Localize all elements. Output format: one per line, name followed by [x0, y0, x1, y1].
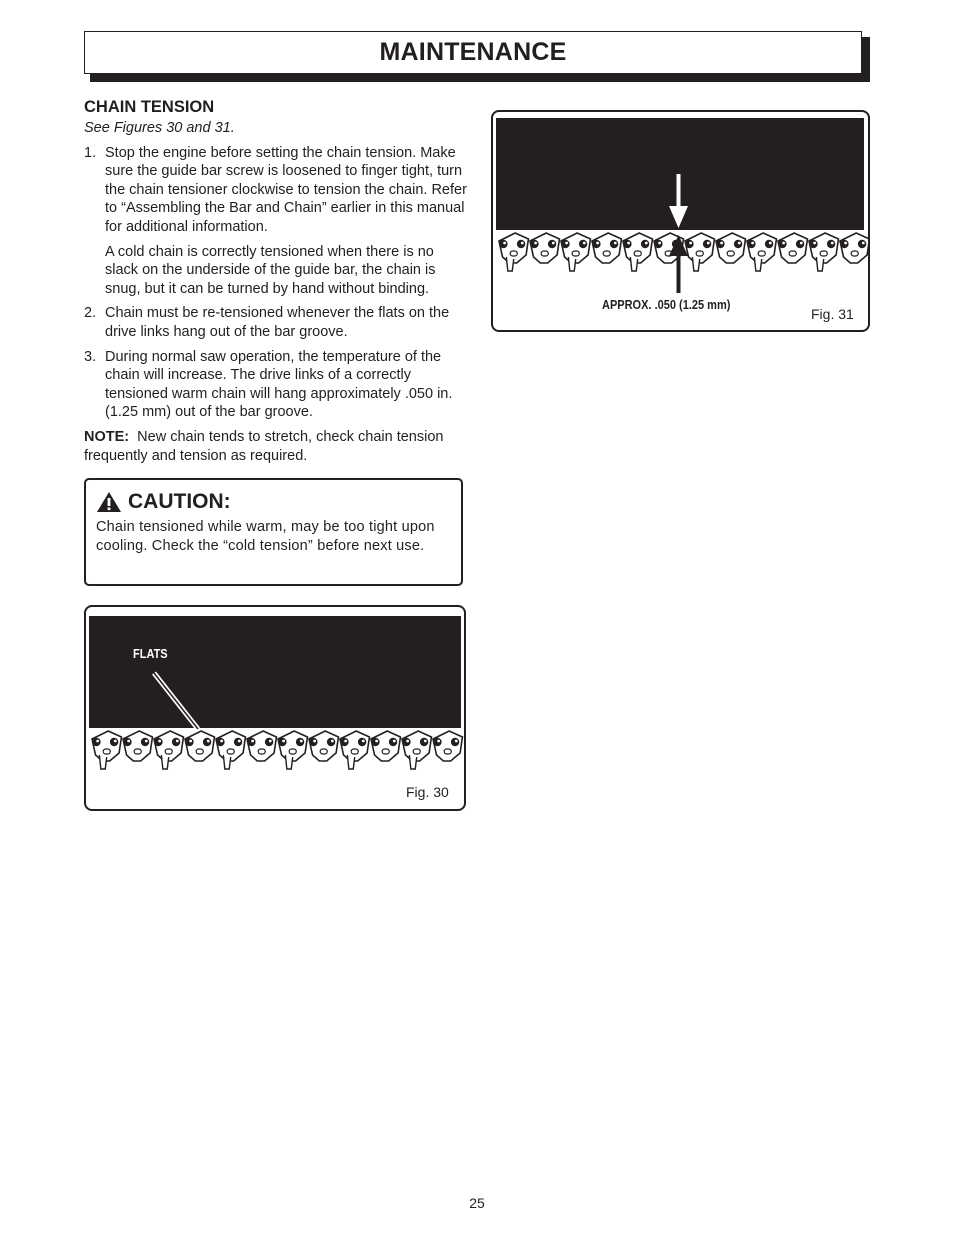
chain-rivet-highlight: [645, 242, 648, 245]
section-title: CHAIN TENSION: [84, 98, 215, 116]
chain-rivet: [499, 240, 507, 248]
chain-rivet: [548, 240, 556, 248]
chain-rivet-highlight: [207, 740, 210, 743]
drive-link-tang: [161, 755, 168, 769]
drive-link-tang: [506, 257, 513, 271]
saw-chain: [92, 731, 462, 769]
caution-text: Chain tensioned while warm, may be too tight upon cooling. Check the “cold tension” before next use.: [96, 519, 435, 554]
chain-rivet: [420, 738, 428, 746]
chain-link-slot: [634, 251, 641, 256]
chain-tension-section: [84, 97, 468, 465]
chain-rivet-highlight: [238, 740, 241, 743]
chain-rivet-highlight: [455, 740, 458, 743]
chain-rivet: [716, 240, 724, 248]
chain-rivet: [154, 738, 162, 746]
drive-link-tang: [568, 257, 575, 271]
drive-link-tang: [409, 755, 416, 769]
chain-rivet: [172, 738, 180, 746]
chain-rivet: [517, 240, 525, 248]
drive-link-tang: [754, 257, 761, 271]
chain-link-slot: [510, 251, 517, 256]
chain-rivet-highlight: [782, 242, 785, 245]
chain-rivet: [141, 738, 149, 746]
chain-rivet-highlight: [96, 740, 99, 743]
page-title: MAINTENANCE: [379, 38, 567, 66]
chain-rivet-highlight: [437, 740, 440, 743]
chain-rivet: [278, 738, 286, 746]
chain-rivet: [265, 738, 273, 746]
chain-rivet: [778, 240, 786, 248]
chain-rivet: [641, 240, 649, 248]
chain-rivet-highlight: [393, 740, 396, 743]
chain-rivet-highlight: [534, 242, 537, 245]
chain-rivet-highlight: [751, 242, 754, 245]
step-number: 2.: [84, 305, 97, 322]
step-3: [84, 348, 468, 422]
chain-rivet: [765, 240, 773, 248]
chain-link-slot: [820, 251, 827, 256]
chain-rivet-highlight: [300, 740, 303, 743]
chain-rivet: [592, 240, 600, 248]
chain-rivet-highlight: [344, 740, 347, 743]
chain-rivet: [703, 240, 711, 248]
page-number: 25: [469, 1195, 485, 1211]
figure-30-label: Fig. 30: [406, 784, 449, 800]
chain-rivet: [92, 738, 100, 746]
chain-rivet: [247, 738, 255, 746]
figure-31-label: Fig. 31: [811, 306, 854, 322]
chain-rivet-highlight: [720, 242, 723, 245]
chain-rivet-highlight: [689, 242, 692, 245]
drive-link-tang: [347, 755, 354, 769]
chain-link-slot: [727, 251, 734, 256]
chain-rivet: [123, 738, 131, 746]
chain-link-slot: [572, 251, 579, 256]
tension-arrow-down-shaft: [677, 174, 681, 208]
chain-rivet: [296, 738, 304, 746]
chain-rivet: [654, 240, 662, 248]
chain-rivet: [433, 738, 441, 746]
chain-rivet-highlight: [862, 242, 865, 245]
chain-rivet-highlight: [313, 740, 316, 743]
note-text: New chain tends to stretch, check chain tension frequently and tension as required.: [84, 428, 444, 464]
drive-link-tang: [630, 257, 637, 271]
step-paragraph: A cold chain is correctly tensioned when there is no slack on the underside of the guide bar, the chain is snug, but it can be turned by hand without binding.: [105, 243, 436, 297]
chain-rivet-highlight: [831, 242, 834, 245]
chain-rivet-highlight: [375, 740, 378, 743]
chain-rivet: [451, 738, 459, 746]
see-figures-reference: See Figures 30 and 31.: [84, 120, 235, 136]
drive-link-tang: [816, 257, 823, 271]
chain-link-slot: [258, 749, 265, 754]
figure-30-illustration: [86, 607, 464, 809]
chain-link-slot: [851, 251, 858, 256]
chain-link-slot: [196, 749, 203, 754]
chain-rivet: [340, 738, 348, 746]
chain-link-slot: [320, 749, 327, 754]
chain-rivet-highlight: [552, 242, 555, 245]
flats-callout: FLATS: [133, 647, 168, 661]
chain-link-slot: [444, 749, 451, 754]
step-number: 1.: [84, 144, 97, 161]
chain-rivet: [747, 240, 755, 248]
step-paragraph: Stop the engine before setting the chain tension. Make sure the guide bar screw is loosened to finger tight, turn the chain tensioner clockwise to tension the chain. Refer to “Assembling the Bar and Chain” earlier in this manual for additional information.: [105, 144, 467, 235]
chain-rivet-highlight: [220, 740, 223, 743]
chain-rivet: [561, 240, 569, 248]
chain-rivet-highlight: [565, 242, 568, 245]
chain-rivet: [623, 240, 631, 248]
chain-rivet: [110, 738, 118, 746]
guide-bar: [89, 616, 461, 728]
chain-link-slot: [165, 749, 172, 754]
chain-rivet: [827, 240, 835, 248]
chain-link-slot: [289, 749, 296, 754]
chain-link-slot: [134, 749, 141, 754]
chain-link-slot: [413, 749, 420, 754]
drive-link-tang: [285, 755, 292, 769]
chain-rivet-highlight: [813, 242, 816, 245]
chain-rivet-highlight: [658, 242, 661, 245]
chain-rivet: [389, 738, 397, 746]
chain-rivet-highlight: [800, 242, 803, 245]
chain-rivet: [685, 240, 693, 248]
chain-rivet-highlight: [503, 242, 506, 245]
chain-rivet: [734, 240, 742, 248]
chain-rivet-highlight: [424, 740, 427, 743]
chain-rivet-highlight: [176, 740, 179, 743]
chain-link-slot: [758, 251, 765, 256]
figure-31: [491, 110, 870, 332]
step-paragraph: During normal saw operation, the temperature of the chain will increase. The drive links of a correctly tensioned warm chain will hang approximately .050 in. (1.25 mm) out of the bar groove.: [105, 348, 453, 421]
chain-rivet-highlight: [282, 740, 285, 743]
chain-rivet: [402, 738, 410, 746]
chain-rivet-highlight: [127, 740, 130, 743]
approx-measurement-callout: APPROX. .050 (1.25 mm): [602, 298, 731, 312]
chain-rivet-highlight: [521, 242, 524, 245]
chain-rivet: [216, 738, 224, 746]
warning-triangle-icon: [96, 491, 122, 513]
chain-rivet: [185, 738, 193, 746]
drive-link-tang: [692, 257, 699, 271]
step-number: 3.: [84, 348, 97, 365]
chain-rivet-highlight: [614, 242, 617, 245]
chain-link-slot: [789, 251, 796, 256]
chain-rivet-highlight: [844, 242, 847, 245]
figure-30: [84, 605, 466, 811]
chain-rivet: [203, 738, 211, 746]
chain-rivet-highlight: [145, 740, 148, 743]
header-banner: [84, 31, 862, 74]
chain-rivet-highlight: [406, 740, 409, 743]
drive-link-tang: [223, 755, 230, 769]
note-label: NOTE:: [84, 428, 130, 445]
chain-rivet: [234, 738, 242, 746]
step-1: [84, 144, 468, 299]
chain-rivet-highlight: [269, 740, 272, 743]
chain-rivet: [579, 240, 587, 248]
chain-rivet: [327, 738, 335, 746]
chain-rivet: [796, 240, 804, 248]
chain-rivet: [358, 738, 366, 746]
chain-rivet: [610, 240, 618, 248]
chain-rivet-highlight: [596, 242, 599, 245]
chain-rivet-highlight: [738, 242, 741, 245]
chain-rivet-highlight: [583, 242, 586, 245]
chain-rivet-highlight: [189, 740, 192, 743]
note: [84, 428, 468, 465]
chain-rivet-highlight: [707, 242, 710, 245]
step-2: [84, 304, 468, 341]
tension-arrow-up-shaft: [677, 255, 681, 293]
chain-link-slot: [382, 749, 389, 754]
chain-rivet-highlight: [114, 740, 117, 743]
chain-rivet: [309, 738, 317, 746]
chain-link-slot: [103, 749, 110, 754]
chain-link-slot: [603, 251, 610, 256]
chain-rivet: [809, 240, 817, 248]
chain-rivet-highlight: [362, 740, 365, 743]
chain-rivet-highlight: [627, 242, 630, 245]
caution-title: CAUTION:: [128, 490, 231, 513]
chain-link-slot: [351, 749, 358, 754]
chain-rivet-highlight: [158, 740, 161, 743]
chain-rivet-highlight: [331, 740, 334, 743]
caution-box: [84, 478, 463, 586]
chain-link-slot: [227, 749, 234, 754]
chain-rivet: [858, 240, 866, 248]
chain-link-slot: [541, 251, 548, 256]
chain-link-slot: [696, 251, 703, 256]
chain-rivet-highlight: [769, 242, 772, 245]
chain-rivet-highlight: [251, 740, 254, 743]
chain-rivet: [840, 240, 848, 248]
drive-link-tang: [99, 755, 106, 769]
step-paragraph: Chain must be re-tensioned whenever the flats on the drive links hang out of the bar groove.: [105, 305, 450, 340]
chain-rivet: [530, 240, 538, 248]
chain-rivet: [371, 738, 379, 746]
